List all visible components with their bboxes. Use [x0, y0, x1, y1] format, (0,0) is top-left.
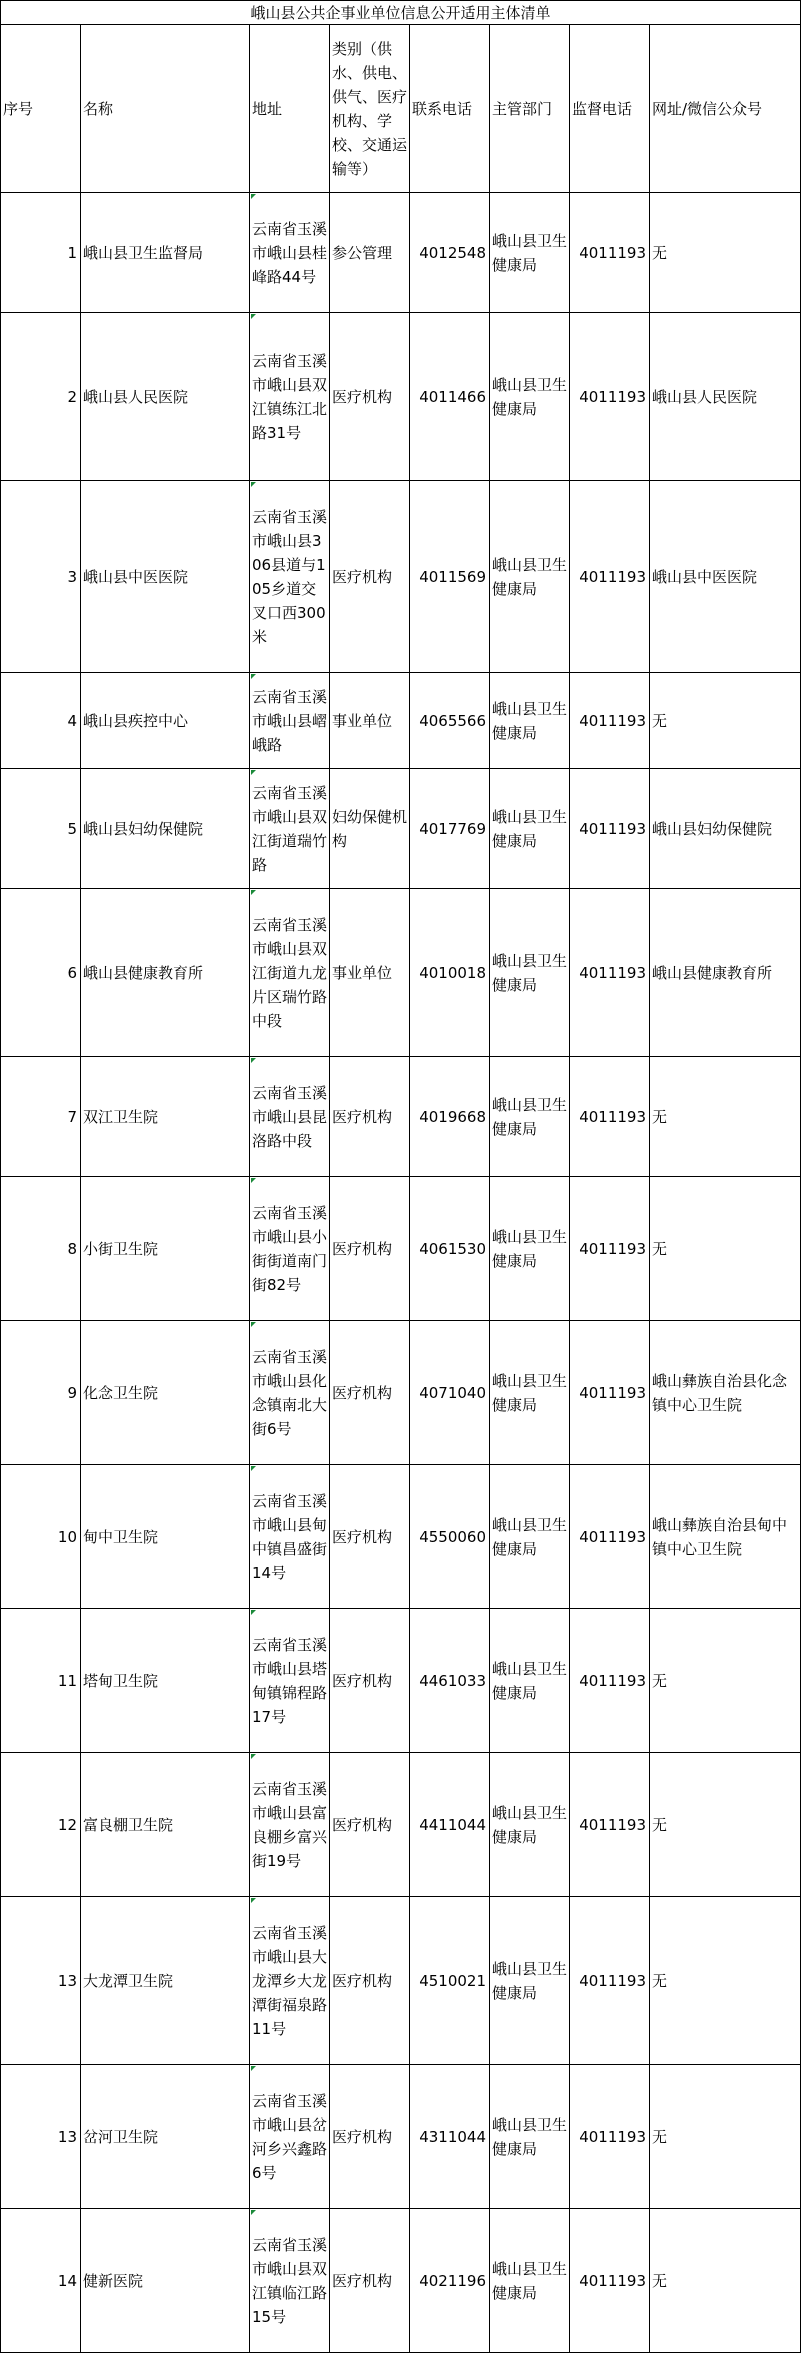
row-department: 峨山县卫生健康局	[490, 1177, 570, 1321]
table-row	[1, 1177, 801, 1321]
row-phone: 4019668	[410, 1057, 490, 1177]
row-supervision-phone: 4011193	[570, 1609, 650, 1753]
row-index: 6	[1, 889, 81, 1057]
table-row	[1, 313, 801, 481]
row-address: 云南省玉溪市峨山县岔河乡兴鑫路6号	[250, 2065, 330, 2209]
row-supervision-phone: 4011193	[570, 1753, 650, 1897]
header-name: 名称	[81, 25, 250, 193]
row-website: 无	[650, 1897, 801, 2065]
table-row	[1, 1057, 801, 1177]
row-name: 化念卫生院	[81, 1321, 250, 1465]
row-website: 峨山县人民医院	[650, 313, 801, 481]
row-address: 云南省玉溪市峨山县双江镇临江路15号	[250, 2209, 330, 2353]
row-name: 健新医院	[81, 2209, 250, 2353]
header-index: 序号	[1, 25, 81, 193]
table-row	[1, 481, 801, 673]
row-category: 医疗机构	[330, 1753, 410, 1897]
row-phone: 4021196	[410, 2209, 490, 2353]
row-category: 医疗机构	[330, 481, 410, 673]
row-department: 峨山县卫生健康局	[490, 1897, 570, 2065]
row-index: 12	[1, 1753, 81, 1897]
row-department: 峨山县卫生健康局	[490, 1321, 570, 1465]
row-address: 云南省玉溪市峨山县甸中镇昌盛街14号	[250, 1465, 330, 1609]
row-category: 事业单位	[330, 889, 410, 1057]
row-name: 峨山县疾控中心	[81, 673, 250, 769]
row-supervision-phone: 4011193	[570, 2209, 650, 2353]
row-phone: 4010018	[410, 889, 490, 1057]
table-row	[1, 2209, 801, 2353]
row-department: 峨山县卫生健康局	[490, 673, 570, 769]
row-category: 医疗机构	[330, 2065, 410, 2209]
row-phone: 4011569	[410, 481, 490, 673]
row-department: 峨山县卫生健康局	[490, 313, 570, 481]
row-website: 无	[650, 2065, 801, 2209]
row-name: 塔甸卫生院	[81, 1609, 250, 1753]
table-row	[1, 769, 801, 889]
row-supervision-phone: 4011193	[570, 1057, 650, 1177]
row-phone: 4017769	[410, 769, 490, 889]
row-index: 13	[1, 2065, 81, 2209]
row-supervision-phone: 4011193	[570, 1321, 650, 1465]
row-phone: 4012548	[410, 193, 490, 313]
table-row	[1, 1465, 801, 1609]
row-website: 峨山县健康教育所	[650, 889, 801, 1057]
row-category: 妇幼保健机构	[330, 769, 410, 889]
row-supervision-phone: 4011193	[570, 193, 650, 313]
table-row	[1, 673, 801, 769]
header-phone: 联系电话	[410, 25, 490, 193]
row-department: 峨山县卫生健康局	[490, 889, 570, 1057]
row-phone: 4510021	[410, 1897, 490, 2065]
row-department: 峨山县卫生健康局	[490, 193, 570, 313]
row-department: 峨山县卫生健康局	[490, 1609, 570, 1753]
row-name: 峨山县人民医院	[81, 313, 250, 481]
row-category: 医疗机构	[330, 2209, 410, 2353]
row-name: 峨山县卫生监督局	[81, 193, 250, 313]
row-website: 峨山县妇幼保健院	[650, 769, 801, 889]
row-address: 云南省玉溪市峨山县桂峰路44号	[250, 193, 330, 313]
row-index: 7	[1, 1057, 81, 1177]
header-row	[1, 25, 801, 193]
header-address: 地址	[250, 25, 330, 193]
table-row	[1, 193, 801, 313]
row-website: 无	[650, 1609, 801, 1753]
row-name: 峨山县健康教育所	[81, 889, 250, 1057]
row-phone: 4311044	[410, 2065, 490, 2209]
row-supervision-phone: 4011193	[570, 2065, 650, 2209]
row-index: 8	[1, 1177, 81, 1321]
row-address: 云南省玉溪市峨山县化念镇南北大街6号	[250, 1321, 330, 1465]
row-address: 云南省玉溪市峨山县小街街道南门街82号	[250, 1177, 330, 1321]
row-category: 医疗机构	[330, 1465, 410, 1609]
row-index: 13	[1, 1897, 81, 2065]
row-category: 医疗机构	[330, 1321, 410, 1465]
row-category: 参公管理	[330, 193, 410, 313]
table-row	[1, 1753, 801, 1897]
row-category: 事业单位	[330, 673, 410, 769]
table-title: 峨山县公共企事业单位信息公开适用主体清单	[1, 1, 801, 25]
row-phone: 4550060	[410, 1465, 490, 1609]
row-index: 4	[1, 673, 81, 769]
row-website: 峨山县中医医院	[650, 481, 801, 673]
row-name: 岔河卫生院	[81, 2065, 250, 2209]
row-index: 2	[1, 313, 81, 481]
row-category: 医疗机构	[330, 1609, 410, 1753]
row-category: 医疗机构	[330, 1897, 410, 2065]
row-supervision-phone: 4011193	[570, 769, 650, 889]
row-name: 大龙潭卫生院	[81, 1897, 250, 2065]
row-department: 峨山县卫生健康局	[490, 769, 570, 889]
row-address: 云南省玉溪市峨山县昆洛路中段	[250, 1057, 330, 1177]
table-row	[1, 2065, 801, 2209]
table-row	[1, 1321, 801, 1465]
row-supervision-phone: 4011193	[570, 1177, 650, 1321]
row-category: 医疗机构	[330, 313, 410, 481]
row-department: 峨山县卫生健康局	[490, 2209, 570, 2353]
row-supervision-phone: 4011193	[570, 889, 650, 1057]
table-row	[1, 1897, 801, 2065]
header-department: 主管部门	[490, 25, 570, 193]
row-category: 医疗机构	[330, 1177, 410, 1321]
row-name: 峨山县妇幼保健院	[81, 769, 250, 889]
row-supervision-phone: 4011193	[570, 673, 650, 769]
row-name: 峨山县中医医院	[81, 481, 250, 673]
row-website: 峨山彝族自治县甸中镇中心卫生院	[650, 1465, 801, 1609]
row-department: 峨山县卫生健康局	[490, 1057, 570, 1177]
row-name: 富良棚卫生院	[81, 1753, 250, 1897]
row-website: 峨山彝族自治县化念镇中心卫生院	[650, 1321, 801, 1465]
row-phone: 4071040	[410, 1321, 490, 1465]
row-index: 5	[1, 769, 81, 889]
row-phone: 4411044	[410, 1753, 490, 1897]
table-row	[1, 889, 801, 1057]
row-name: 小街卫生院	[81, 1177, 250, 1321]
row-supervision-phone: 4011193	[570, 481, 650, 673]
row-index: 11	[1, 1609, 81, 1753]
row-website: 无	[650, 193, 801, 313]
row-index: 9	[1, 1321, 81, 1465]
header-website: 网址/微信公众号	[650, 25, 801, 193]
row-name: 甸中卫生院	[81, 1465, 250, 1609]
row-phone: 4065566	[410, 673, 490, 769]
row-address: 云南省玉溪市峨山县双江街道瑞竹路	[250, 769, 330, 889]
row-name: 双江卫生院	[81, 1057, 250, 1177]
row-address: 云南省玉溪市峨山县双江镇练江北路31号	[250, 313, 330, 481]
row-department: 峨山县卫生健康局	[490, 1465, 570, 1609]
row-department: 峨山县卫生健康局	[490, 1753, 570, 1897]
row-website: 无	[650, 1753, 801, 1897]
row-address: 云南省玉溪市峨山县306县道与105乡道交叉口西300米	[250, 481, 330, 673]
row-index: 14	[1, 2209, 81, 2353]
table-row	[1, 1609, 801, 1753]
row-website: 无	[650, 673, 801, 769]
row-address: 云南省玉溪市峨山县大龙潭乡大龙潭街福泉路11号	[250, 1897, 330, 2065]
row-phone: 4461033	[410, 1609, 490, 1753]
row-address: 云南省玉溪市峨山县双江街道九龙片区瑞竹路中段	[250, 889, 330, 1057]
row-supervision-phone: 4011193	[570, 313, 650, 481]
row-website: 无	[650, 2209, 801, 2353]
row-address: 云南省玉溪市峨山县塔甸镇锦程路17号	[250, 1609, 330, 1753]
row-website: 无	[650, 1057, 801, 1177]
header-supervision-phone: 监督电话	[570, 25, 650, 193]
row-address: 云南省玉溪市峨山县嶍峨路	[250, 673, 330, 769]
row-department: 峨山县卫生健康局	[490, 2065, 570, 2209]
row-category: 医疗机构	[330, 1057, 410, 1177]
header-category: 类别（供水、供电、供气、医疗机构、学校、交通运输等）	[330, 25, 410, 193]
row-phone: 4011466	[410, 313, 490, 481]
row-phone: 4061530	[410, 1177, 490, 1321]
row-index: 1	[1, 193, 81, 313]
row-index: 10	[1, 1465, 81, 1609]
row-address: 云南省玉溪市峨山县富良棚乡富兴街19号	[250, 1753, 330, 1897]
row-supervision-phone: 4011193	[570, 1465, 650, 1609]
row-website: 无	[650, 1177, 801, 1321]
row-supervision-phone: 4011193	[570, 1897, 650, 2065]
row-department: 峨山县卫生健康局	[490, 481, 570, 673]
row-index: 3	[1, 481, 81, 673]
